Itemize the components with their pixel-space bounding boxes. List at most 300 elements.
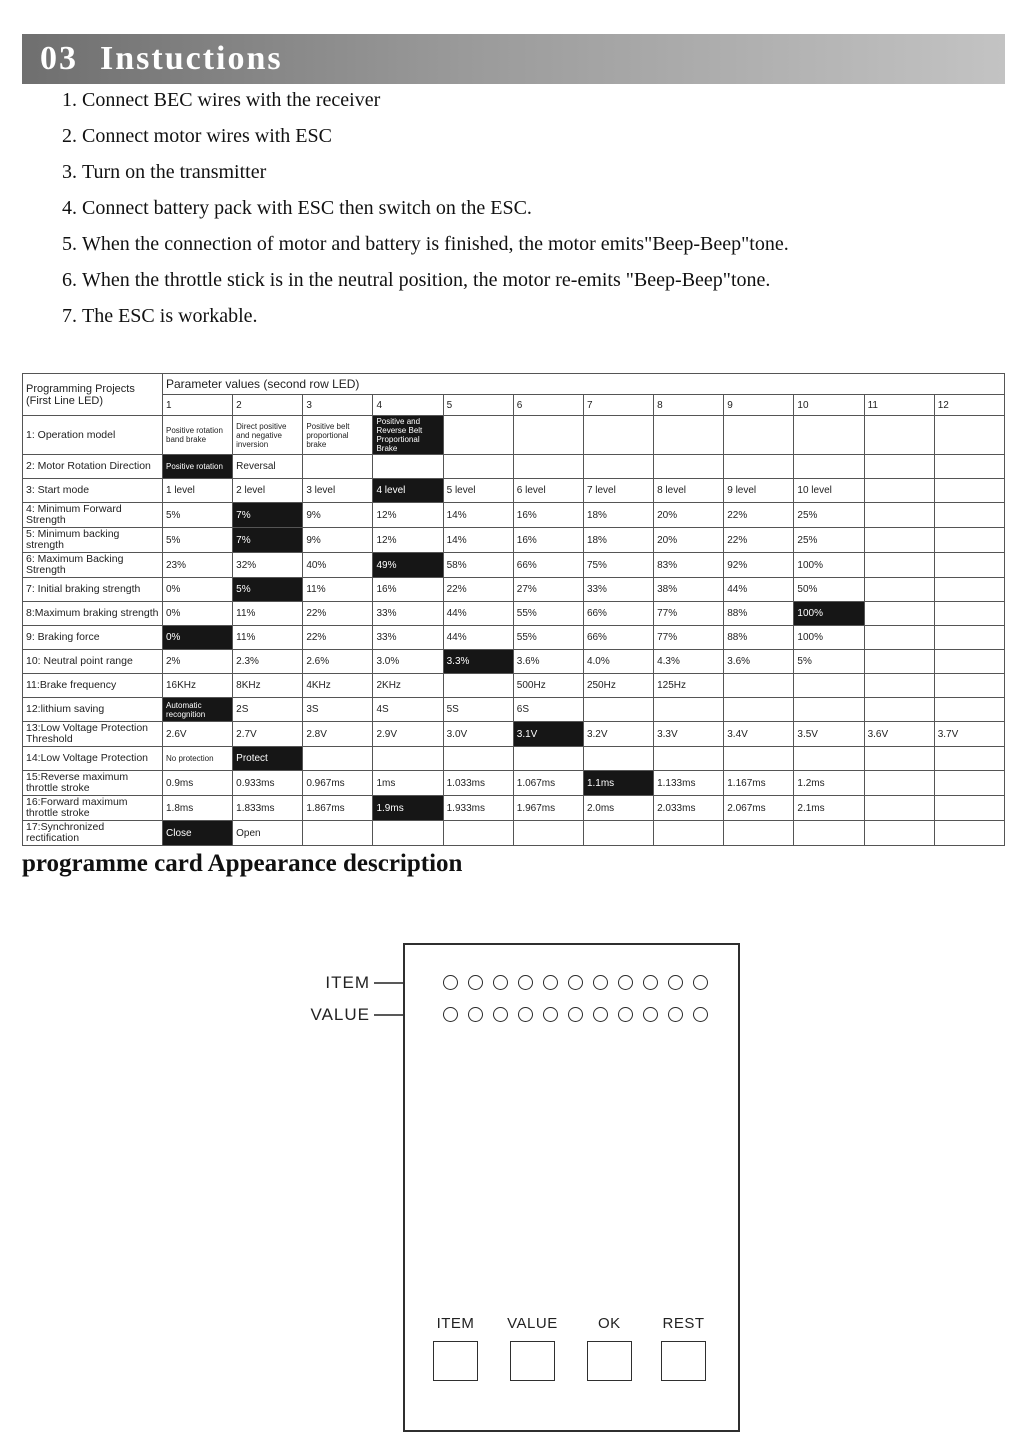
value-cell: 3.6% bbox=[513, 650, 583, 674]
value-cell: 1.1ms bbox=[583, 771, 653, 796]
led-indicator bbox=[568, 1007, 583, 1022]
value-cell bbox=[724, 455, 794, 479]
section-banner bbox=[22, 34, 1005, 84]
column-number: 1 bbox=[163, 395, 233, 416]
value-cell: 1.8ms bbox=[163, 796, 233, 821]
value-cell bbox=[934, 503, 1004, 528]
value-cell: 2.033ms bbox=[654, 796, 724, 821]
instruction-item: 4. Connect battery pack with ESC then switch on the ESC. bbox=[82, 196, 1020, 220]
value-cell: 44% bbox=[443, 602, 513, 626]
row-label: 9: Braking force bbox=[23, 626, 163, 650]
led-indicator bbox=[593, 1007, 608, 1022]
value-cell: 7% bbox=[233, 528, 303, 553]
value-cell: 2.067ms bbox=[724, 796, 794, 821]
table-row bbox=[23, 650, 1005, 674]
value-cell bbox=[934, 650, 1004, 674]
value-cell bbox=[934, 578, 1004, 602]
value-cell: 1.933ms bbox=[443, 796, 513, 821]
value-cell: Protect bbox=[233, 747, 303, 771]
value-cell: 5% bbox=[163, 503, 233, 528]
value-cell bbox=[934, 528, 1004, 553]
row-label: 7: Initial braking strength bbox=[23, 578, 163, 602]
value-cell bbox=[513, 821, 583, 846]
row-label: 10: Neutral point range bbox=[23, 650, 163, 674]
led-indicator bbox=[543, 975, 558, 990]
row-label: 12:lithium saving bbox=[23, 698, 163, 722]
led-indicator bbox=[668, 1007, 683, 1022]
value-cell: 2S bbox=[233, 698, 303, 722]
value-cell: 75% bbox=[583, 553, 653, 578]
value-cell: 5% bbox=[794, 650, 864, 674]
value-cell: 9% bbox=[303, 528, 373, 553]
value-cell bbox=[583, 455, 653, 479]
table-row bbox=[23, 747, 1005, 771]
section-number: 03 bbox=[40, 40, 78, 77]
value-cell: 16KHz bbox=[163, 674, 233, 698]
value-cell bbox=[724, 821, 794, 846]
value-cell bbox=[583, 747, 653, 771]
column-number: 8 bbox=[654, 395, 724, 416]
value-cell bbox=[513, 416, 583, 455]
card-button bbox=[661, 1341, 706, 1381]
value-cell: 0% bbox=[163, 626, 233, 650]
value-cell: 77% bbox=[654, 602, 724, 626]
value-cell: 22% bbox=[303, 602, 373, 626]
value-cell: 40% bbox=[303, 553, 373, 578]
instruction-item: 2. Connect motor wires with ESC bbox=[82, 124, 1020, 148]
value-cell: 3.3V bbox=[654, 722, 724, 747]
value-cell bbox=[443, 747, 513, 771]
row-label: 4: Minimum Forward Strength bbox=[23, 503, 163, 528]
value-cell bbox=[724, 698, 794, 722]
value-cell: 3.0% bbox=[373, 650, 443, 674]
row-label: 13:Low Voltage Protection Threshold bbox=[23, 722, 163, 747]
value-cell: 55% bbox=[513, 602, 583, 626]
table-row bbox=[23, 602, 1005, 626]
card-button-group bbox=[507, 1315, 558, 1381]
value-cell bbox=[373, 455, 443, 479]
value-cell: 2% bbox=[163, 650, 233, 674]
value-cell: 11% bbox=[233, 626, 303, 650]
value-cell bbox=[654, 747, 724, 771]
table-row bbox=[23, 479, 1005, 503]
value-cell: 58% bbox=[443, 553, 513, 578]
value-cell: 1ms bbox=[373, 771, 443, 796]
row-label: 2: Motor Rotation Direction bbox=[23, 455, 163, 479]
value-cell: 100% bbox=[794, 626, 864, 650]
value-cell bbox=[934, 771, 1004, 796]
led-indicator bbox=[618, 1007, 633, 1022]
value-cell bbox=[934, 602, 1004, 626]
value-cell: 2.6% bbox=[303, 650, 373, 674]
table-row bbox=[23, 503, 1005, 528]
led-indicator bbox=[618, 975, 633, 990]
column-number: 9 bbox=[724, 395, 794, 416]
value-cell: 3.6V bbox=[864, 722, 934, 747]
instruction-item: 7. The ESC is workable. bbox=[82, 304, 1020, 328]
value-cell: 7% bbox=[233, 503, 303, 528]
column-number: 11 bbox=[864, 395, 934, 416]
value-cell: 2.3% bbox=[233, 650, 303, 674]
led-indicator bbox=[643, 1007, 658, 1022]
value-cell: 20% bbox=[654, 528, 724, 553]
card-button bbox=[587, 1341, 632, 1381]
column-number: 2 bbox=[233, 395, 303, 416]
value-cell: 20% bbox=[654, 503, 724, 528]
value-cell: 16% bbox=[513, 503, 583, 528]
value-cell bbox=[443, 416, 513, 455]
value-cell: 4.3% bbox=[654, 650, 724, 674]
value-cell bbox=[724, 416, 794, 455]
value-cell: 50% bbox=[794, 578, 864, 602]
value-cell: 3.0V bbox=[443, 722, 513, 747]
value-cell bbox=[373, 747, 443, 771]
value-cell: 77% bbox=[654, 626, 724, 650]
instructions-list bbox=[46, 88, 1020, 340]
led-indicator bbox=[468, 1007, 483, 1022]
led-indicator bbox=[443, 975, 458, 990]
value-cell: 88% bbox=[724, 626, 794, 650]
value-cell: 92% bbox=[724, 553, 794, 578]
value-cell: 27% bbox=[513, 578, 583, 602]
column-number: 5 bbox=[443, 395, 513, 416]
value-cell: 2.0ms bbox=[583, 796, 653, 821]
value-cell: 4.0% bbox=[583, 650, 653, 674]
value-cell: 18% bbox=[583, 528, 653, 553]
value-label: VALUE bbox=[310, 1005, 370, 1024]
value-cell bbox=[583, 416, 653, 455]
value-cell: 100% bbox=[794, 553, 864, 578]
value-cell: 23% bbox=[163, 553, 233, 578]
value-cell: 44% bbox=[443, 626, 513, 650]
value-cell: 12% bbox=[373, 528, 443, 553]
row-label: 16:Forward maximum throttle stroke bbox=[23, 796, 163, 821]
value-cell bbox=[864, 747, 934, 771]
parameters-table bbox=[22, 373, 1005, 846]
value-cell bbox=[864, 479, 934, 503]
table-row bbox=[23, 674, 1005, 698]
value-cell: 0.9ms bbox=[163, 771, 233, 796]
value-cell: 25% bbox=[794, 503, 864, 528]
value-cell bbox=[934, 796, 1004, 821]
table-row bbox=[23, 821, 1005, 846]
value-cell: 1 level bbox=[163, 479, 233, 503]
row-label: 8:Maximum braking strength bbox=[23, 602, 163, 626]
value-cell: 3.2V bbox=[583, 722, 653, 747]
table-row bbox=[23, 528, 1005, 553]
table-values-header: Parameter values (second row LED) bbox=[163, 374, 1005, 395]
value-cell: 2 level bbox=[233, 479, 303, 503]
value-cell: 1.2ms bbox=[794, 771, 864, 796]
value-cell bbox=[303, 455, 373, 479]
value-cell bbox=[934, 747, 1004, 771]
value-cell: 66% bbox=[583, 602, 653, 626]
value-cell bbox=[303, 747, 373, 771]
table-row bbox=[23, 626, 1005, 650]
led-indicator bbox=[443, 1007, 458, 1022]
value-cell bbox=[583, 821, 653, 846]
value-led-row bbox=[443, 1007, 708, 1022]
value-cell: 2.9V bbox=[373, 722, 443, 747]
value-cell: 3S bbox=[303, 698, 373, 722]
column-number: 12 bbox=[934, 395, 1004, 416]
column-number: 3 bbox=[303, 395, 373, 416]
value-cell: 55% bbox=[513, 626, 583, 650]
value-cell: 8KHz bbox=[233, 674, 303, 698]
item-label: ITEM bbox=[325, 973, 370, 992]
value-cell: 3.5V bbox=[794, 722, 864, 747]
value-cell bbox=[794, 698, 864, 722]
led-indicator bbox=[468, 975, 483, 990]
value-cell: 33% bbox=[373, 602, 443, 626]
instruction-item: 6. When the throttle stick is in the neutral position, the motor re-emits "Beep-Beep"tone. bbox=[82, 268, 1020, 292]
row-label: 6: Maximum Backing Strength bbox=[23, 553, 163, 578]
value-cell: 3.1V bbox=[513, 722, 583, 747]
row-label: 1: Operation model bbox=[23, 416, 163, 455]
value-cell: Positive rotation bbox=[163, 455, 233, 479]
section-title: Instuctions bbox=[100, 40, 283, 77]
value-cell bbox=[443, 821, 513, 846]
led-indicator bbox=[668, 975, 683, 990]
column-number: 10 bbox=[794, 395, 864, 416]
value-cell: Open bbox=[233, 821, 303, 846]
row-label: 14:Low Voltage Protection bbox=[23, 747, 163, 771]
value-cell: 83% bbox=[654, 553, 724, 578]
value-cell: 9% bbox=[303, 503, 373, 528]
value-cell: 6S bbox=[513, 698, 583, 722]
column-number: 6 bbox=[513, 395, 583, 416]
value-cell: 3.3% bbox=[443, 650, 513, 674]
value-cell bbox=[443, 674, 513, 698]
column-number: 4 bbox=[373, 395, 443, 416]
value-cell bbox=[443, 455, 513, 479]
row-label: 15:Reverse maximum throttle stroke bbox=[23, 771, 163, 796]
card-button-label: REST bbox=[662, 1315, 705, 1332]
value-cell: 4 level bbox=[373, 479, 443, 503]
card-button-label: OK bbox=[598, 1315, 621, 1332]
value-cell bbox=[794, 747, 864, 771]
instruction-item: 5. When the connection of motor and battery is finished, the motor emits"Beep-Beep"tone. bbox=[82, 232, 1020, 256]
card-button bbox=[433, 1341, 478, 1381]
value-cell bbox=[654, 821, 724, 846]
value-cell: 2.7V bbox=[233, 722, 303, 747]
value-cell: Positive rotation band brake bbox=[163, 416, 233, 455]
value-cell: 1.867ms bbox=[303, 796, 373, 821]
card-buttons bbox=[405, 1315, 738, 1381]
value-cell: Direct positive and negative inversion bbox=[233, 416, 303, 455]
row-label: 11:Brake frequency bbox=[23, 674, 163, 698]
programme-card-outline bbox=[403, 943, 740, 1432]
card-button-group bbox=[433, 1315, 478, 1381]
card-button-group bbox=[587, 1315, 632, 1381]
value-cell: 2KHz bbox=[373, 674, 443, 698]
value-cell bbox=[864, 796, 934, 821]
value-cell: Reversal bbox=[233, 455, 303, 479]
instruction-item: 1. Connect BEC wires with the receiver bbox=[82, 88, 1020, 112]
item-led-row bbox=[443, 975, 708, 990]
value-cell: 32% bbox=[233, 553, 303, 578]
row-label: 3: Start mode bbox=[23, 479, 163, 503]
table-head bbox=[23, 374, 1005, 416]
value-cell: 1.133ms bbox=[654, 771, 724, 796]
value-cell: 7 level bbox=[583, 479, 653, 503]
value-cell bbox=[373, 821, 443, 846]
value-cell: No protection bbox=[163, 747, 233, 771]
value-cell: 14% bbox=[443, 503, 513, 528]
value-cell: 1.033ms bbox=[443, 771, 513, 796]
value-cell: 5% bbox=[233, 578, 303, 602]
parameters-table-wrap bbox=[22, 373, 1005, 846]
value-cell bbox=[794, 455, 864, 479]
value-cell: 11% bbox=[303, 578, 373, 602]
value-cell: 2.8V bbox=[303, 722, 373, 747]
card-button-group bbox=[661, 1315, 706, 1381]
row-label: 17:Synchronized rectification bbox=[23, 821, 163, 846]
value-cell bbox=[724, 674, 794, 698]
value-cell: 0.967ms bbox=[303, 771, 373, 796]
value-cell: 49% bbox=[373, 553, 443, 578]
table-row bbox=[23, 722, 1005, 747]
value-cell: 0.933ms bbox=[233, 771, 303, 796]
card-button-label: VALUE bbox=[507, 1315, 558, 1332]
value-cell bbox=[934, 626, 1004, 650]
table-row bbox=[23, 771, 1005, 796]
value-cell: 22% bbox=[724, 503, 794, 528]
value-cell: 500Hz bbox=[513, 674, 583, 698]
value-cell: 2.6V bbox=[163, 722, 233, 747]
value-cell bbox=[934, 821, 1004, 846]
instruction-item: 3. Turn on the transmitter bbox=[82, 160, 1020, 184]
table-row bbox=[23, 553, 1005, 578]
value-cell: 1.833ms bbox=[233, 796, 303, 821]
value-cell: 5% bbox=[163, 528, 233, 553]
value-cell: 1.967ms bbox=[513, 796, 583, 821]
value-cell bbox=[513, 747, 583, 771]
value-cell bbox=[864, 528, 934, 553]
value-cell bbox=[864, 626, 934, 650]
table-row bbox=[23, 796, 1005, 821]
table-row bbox=[23, 416, 1005, 455]
value-cell: 3 level bbox=[303, 479, 373, 503]
value-cell bbox=[864, 503, 934, 528]
value-cell bbox=[864, 416, 934, 455]
led-indicator bbox=[518, 1007, 533, 1022]
value-cell: 4S bbox=[373, 698, 443, 722]
value-cell bbox=[934, 479, 1004, 503]
value-cell: 33% bbox=[373, 626, 443, 650]
value-cell: 22% bbox=[724, 528, 794, 553]
value-cell: 18% bbox=[583, 503, 653, 528]
value-cell: 5S bbox=[443, 698, 513, 722]
value-cell bbox=[864, 455, 934, 479]
value-cell: 0% bbox=[163, 602, 233, 626]
value-cell: 66% bbox=[583, 626, 653, 650]
value-cell: 1.9ms bbox=[373, 796, 443, 821]
value-cell: 1.067ms bbox=[513, 771, 583, 796]
value-cell: 11% bbox=[233, 602, 303, 626]
value-cell: 16% bbox=[513, 528, 583, 553]
value-cell bbox=[864, 821, 934, 846]
led-indicator bbox=[693, 975, 708, 990]
value-cell: 3.4V bbox=[724, 722, 794, 747]
value-cell: 2.1ms bbox=[794, 796, 864, 821]
value-cell bbox=[864, 698, 934, 722]
value-cell: 14% bbox=[443, 528, 513, 553]
led-indicator bbox=[593, 975, 608, 990]
value-cell: 0% bbox=[163, 578, 233, 602]
value-cell bbox=[934, 553, 1004, 578]
led-indicator bbox=[493, 1007, 508, 1022]
row-label: 5: Minimum backing strength bbox=[23, 528, 163, 553]
value-cell: 6 level bbox=[513, 479, 583, 503]
value-cell bbox=[864, 602, 934, 626]
value-cell: 9 level bbox=[724, 479, 794, 503]
value-cell: 100% bbox=[794, 602, 864, 626]
value-cell: 88% bbox=[724, 602, 794, 626]
table-row bbox=[23, 455, 1005, 479]
value-cell: 16% bbox=[373, 578, 443, 602]
value-cell: 4KHz bbox=[303, 674, 373, 698]
value-cell: 3.7V bbox=[934, 722, 1004, 747]
value-cell bbox=[583, 698, 653, 722]
value-cell bbox=[794, 821, 864, 846]
value-cell: 44% bbox=[724, 578, 794, 602]
value-cell: Close bbox=[163, 821, 233, 846]
column-number: 7 bbox=[583, 395, 653, 416]
value-cell bbox=[934, 674, 1004, 698]
value-cell bbox=[794, 416, 864, 455]
value-cell: Positive belt proportional brake bbox=[303, 416, 373, 455]
value-cell bbox=[934, 455, 1004, 479]
table-row bbox=[23, 698, 1005, 722]
value-cell: 10 level bbox=[794, 479, 864, 503]
value-cell bbox=[513, 455, 583, 479]
value-cell: 125Hz bbox=[654, 674, 724, 698]
value-cell: 38% bbox=[654, 578, 724, 602]
appearance-heading: programme card Appearance description bbox=[22, 850, 463, 877]
value-cell bbox=[654, 416, 724, 455]
value-cell bbox=[864, 771, 934, 796]
value-cell: 66% bbox=[513, 553, 583, 578]
led-indicator bbox=[643, 975, 658, 990]
value-cell bbox=[934, 416, 1004, 455]
value-cell bbox=[864, 553, 934, 578]
value-cell bbox=[303, 821, 373, 846]
value-cell bbox=[654, 455, 724, 479]
led-indicator bbox=[493, 975, 508, 990]
value-cell bbox=[654, 698, 724, 722]
section-banner-text bbox=[22, 40, 283, 78]
led-indicator bbox=[518, 975, 533, 990]
card-button bbox=[510, 1341, 555, 1381]
value-cell bbox=[864, 650, 934, 674]
value-cell: 3.6% bbox=[724, 650, 794, 674]
value-cell: 12% bbox=[373, 503, 443, 528]
value-cell bbox=[724, 747, 794, 771]
value-cell: Automatic recognition bbox=[163, 698, 233, 722]
value-cell: 8 level bbox=[654, 479, 724, 503]
value-cell bbox=[934, 698, 1004, 722]
value-cell: 22% bbox=[303, 626, 373, 650]
led-indicator bbox=[568, 975, 583, 990]
led-indicator bbox=[693, 1007, 708, 1022]
value-cell: 250Hz bbox=[583, 674, 653, 698]
table-row bbox=[23, 578, 1005, 602]
value-cell: 22% bbox=[443, 578, 513, 602]
value-cell: 5 level bbox=[443, 479, 513, 503]
value-cell bbox=[864, 674, 934, 698]
table-corner-header: Programming Projects (First Line LED) bbox=[23, 374, 163, 416]
